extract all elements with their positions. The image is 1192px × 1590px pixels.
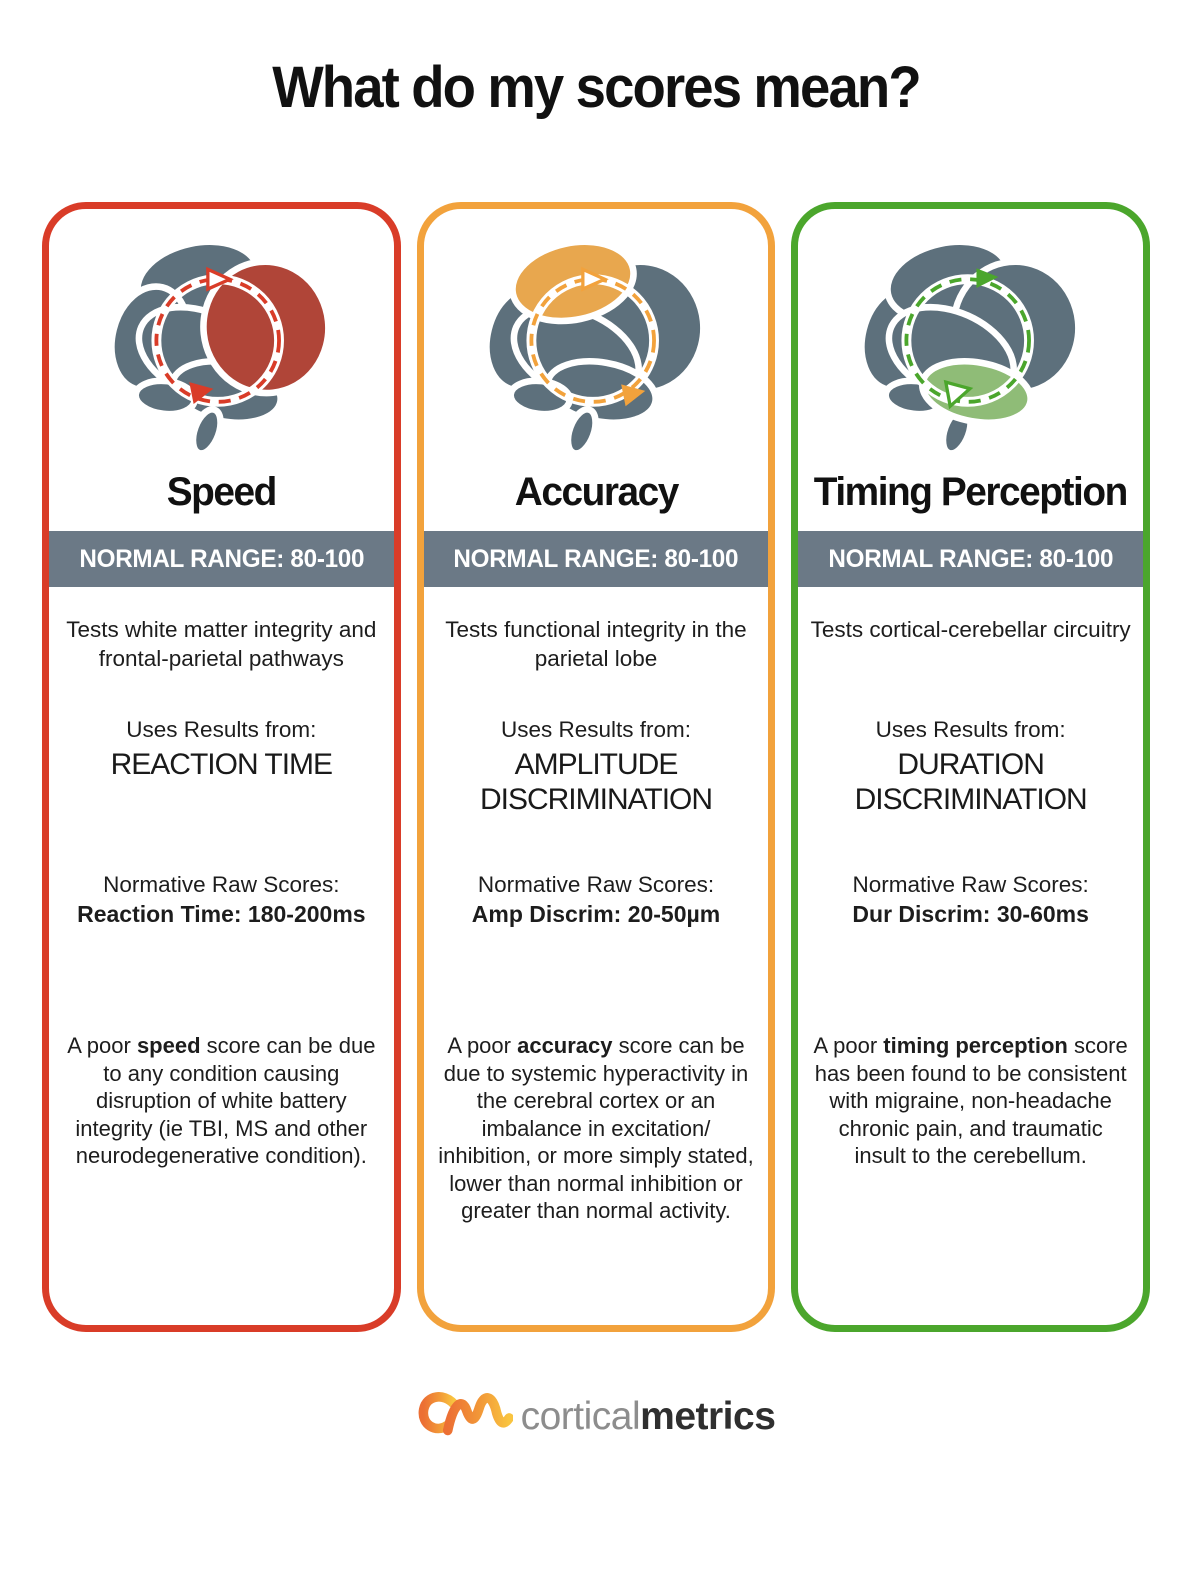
poor-note-prefix: A poor xyxy=(813,1033,884,1059)
brain-speed-icon-svg xyxy=(95,231,347,461)
poor-note-suffix: score can be due to systemic hyperactivity in the cerebral cortex or an imbalance in excitation/​inhibition, or more simply stated, lower than normal inhibition or greater than normal activity. xyxy=(438,1033,754,1224)
card-title-timing: Timing Perception xyxy=(814,470,1128,515)
uses-results-section xyxy=(49,715,394,870)
card-description: Tests functional integrity in the parietal lobe xyxy=(445,617,747,672)
uses-results-value: AMPLITUDE DISCRIMINATION xyxy=(479,748,713,817)
poor-note-suffix: score can be due to any condition causing disruption of white battery integrity (ie TBI, MS and other neurodegenerative condition). xyxy=(75,1033,376,1169)
poor-note-term: accuracy xyxy=(517,1033,613,1059)
logo-wordmark xyxy=(521,1395,776,1439)
footer-logo xyxy=(0,1388,1192,1446)
normative-scores-label: Normative Raw Scores: xyxy=(477,872,715,898)
normal-range-label: NORMAL RANGE: 80-100 xyxy=(828,544,1114,573)
normal-range-banner xyxy=(798,531,1143,587)
poor-note-prefix: A poor xyxy=(67,1033,137,1059)
normal-range-banner xyxy=(424,531,769,587)
brain-accuracy-icon xyxy=(424,229,769,462)
card-timing-perception xyxy=(791,202,1150,1332)
card-title-accuracy: Accuracy xyxy=(514,470,678,515)
uses-results-label: Uses Results from: xyxy=(875,717,1066,743)
brain-accuracy-icon-svg xyxy=(470,231,722,461)
normative-scores-section xyxy=(424,870,769,1032)
logo-text-cortical: cortical xyxy=(520,1395,641,1439)
normal-range-label: NORMAL RANGE: 80-100 xyxy=(453,544,739,573)
brain-timing-icon-svg xyxy=(845,231,1097,461)
corticalmetrics-logo-icon xyxy=(417,1388,513,1446)
uses-results-section xyxy=(798,715,1143,870)
brain-speed-icon xyxy=(49,229,394,462)
normative-scores-value: Amp Discrim: 20-50µm xyxy=(471,901,721,928)
normative-scores-value: Dur Discrim: 30-60ms xyxy=(852,901,1089,928)
normative-scores-label: Normative Raw Scores: xyxy=(103,872,340,898)
poor-score-note xyxy=(49,1032,394,1170)
uses-results-value: REACTION TIME xyxy=(110,748,333,782)
card-description: Tests white matter integrity and frontal-parietal pathways xyxy=(66,617,377,672)
logo-text-metrics: metrics xyxy=(640,1395,776,1439)
page-title: What do my scores mean? xyxy=(272,55,920,120)
score-cards xyxy=(42,202,1150,1332)
uses-results-section xyxy=(424,715,769,870)
uses-results-label: Uses Results from: xyxy=(126,717,317,743)
normative-scores-section xyxy=(49,870,394,1032)
poor-score-note xyxy=(424,1032,769,1225)
card-speed xyxy=(42,202,401,1332)
card-description: Tests cortical-cerebellar circuitry xyxy=(810,617,1131,643)
normative-scores-label: Normative Raw Scores: xyxy=(852,872,1089,898)
infographic-page xyxy=(0,54,1192,1590)
normal-range-label: NORMAL RANGE: 80-100 xyxy=(78,544,364,573)
uses-results-value: DURATION DISCRIMINATION xyxy=(854,748,1087,817)
poor-note-prefix: A poor xyxy=(447,1033,518,1059)
poor-note-term: timing perception xyxy=(883,1033,1068,1059)
brain-timing-icon xyxy=(798,229,1143,462)
poor-note-term: speed xyxy=(136,1033,201,1059)
normative-scores-section xyxy=(798,870,1143,1032)
normative-scores-value: Reaction Time: 180-200ms xyxy=(77,901,366,928)
card-accuracy xyxy=(417,202,776,1332)
poor-note-suffix: score has been found to be consistent with migraine, non-headache chronic pain, and traumatic insult to the cerebellum. xyxy=(814,1033,1128,1169)
card-title-speed: Speed xyxy=(166,470,276,515)
poor-score-note xyxy=(798,1032,1143,1170)
uses-results-label: Uses Results from: xyxy=(500,717,692,743)
normal-range-banner xyxy=(49,531,394,587)
